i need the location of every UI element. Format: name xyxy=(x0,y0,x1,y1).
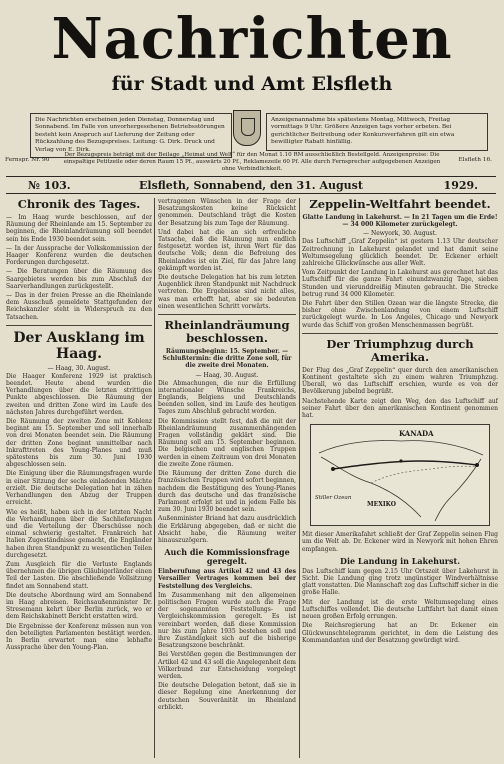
article-paragraph: Die Räumung der dritten Zone durch die französischen Truppen wird sofort beginnen, nachdem die Bestätigung des Young-Planes durch das deutsche und das französische Parlament erfolgt ist und in jedem Falle bis zum 30. Juni 1930 beendet sein. xyxy=(158,470,296,514)
article-headline: Zeppelin-Weltfahrt beendet. xyxy=(309,198,491,211)
article-headline: Der Ausklang im Haag. xyxy=(13,329,145,362)
article-paragraph: Bei Verstößen gegen die Bestimmungen der Artikel 42 und 43 soll die Angelegenheit dem Völkerbund zur Entscheidung vorgelegt werden. xyxy=(158,651,296,680)
issue-number: № 103. xyxy=(28,179,71,192)
article-headline: Der Triumphzug durch Amerika. xyxy=(326,336,474,364)
sheet-label: Elsfleth 16. xyxy=(458,157,492,163)
article-dateline: — Newyork, 30. August. xyxy=(363,230,437,238)
article-headline: Chronik des Tages. xyxy=(17,198,141,211)
map-label-mexico: MEXIKO xyxy=(367,501,396,509)
advertisement-info-box: Anzeigenannahme bis spätestens Montag, Mittwoch, Freitag vormittags 9 Uhr. Größere Anzeigen tags vorher erbeten. Bei gerichtlicher Beitreibung oder Konkursverfahren gilt ein etwa bewilligter Rabatt hinfällig. xyxy=(266,113,488,151)
article-paragraph: Die Reichsregierung hat an Dr. Eckener ein Glückwunschtelegramm gerichtet, in dem die Leistung des Kommandanten und der Besatzung gewürdigt wird. xyxy=(302,622,498,644)
article-paragraph: Und dabei hat die an sich erfreuliche Tatsache, daß die Räumung nun endlich festgesetzt worden ist, ihren Wert für das deutsche Volk; denn die Befreiung des Rheinlandes ist ein Ziel, für das Jahre lang gekämpft worden ist. xyxy=(158,228,296,272)
article-lead: Einberufung aus Artikel 42 und 43 des Versailler Vertrages kommen bei der Feststellung des Vergleichs. xyxy=(158,568,296,590)
article-paragraph: Die Ergebnisse der Konferenz müssen nun von den beteiligten Parlamenten bestätigt werden. In Berlin erwartet man eine lebhafte Aussprache über den Young-Plan. xyxy=(6,622,152,652)
column-left xyxy=(6,198,152,758)
newspaper-subtitle: für Stadt und Amt Elsfleth xyxy=(111,73,393,95)
map-drawing xyxy=(311,425,489,525)
column-divider xyxy=(154,198,155,758)
article-subheadline: Die Landung in Lakehurst. xyxy=(340,555,460,566)
zeppelin-route-map xyxy=(310,424,490,526)
article-paragraph: Das Luftschiff „Graf Zeppelin“ ist gestern 1.13 Uhr deutscher Zeitrechnung in Lakehurst gelandet und hat damit seine Weltumsegelung glücklich beendet. Dr. Eckener erhielt zahlreiche Glückwünsche aus aller Welt. xyxy=(302,238,498,268)
article-paragraph: — Die Beratungen über die Räumung des Saargebietes werden bis zum Abschluß der Saarverhandlungen zurückgestellt. xyxy=(6,268,152,290)
article-dateline: — Haag, 30. August. xyxy=(195,371,259,379)
article-paragraph: Der Flug des „Graf Zeppelin“ quer durch den amerikanischen Kontinent gestaltete sich zu einem wahren Triumphzug. Überall, wo das Luftschiff erschien, wurde es von der Bevölkerung jubelnd begrüßt. xyxy=(302,366,498,396)
article-headline: Rheinlandräumung beschlossen. xyxy=(164,318,290,346)
article-paragraph: Die Abmachungen, die nur die Erfüllung internationaler Wünsche Frankreichs, Englands, Belgiens und Deutschlands beenden sollen, sind im Laufe des heutigen Tages zum Abschluß gebracht worden. xyxy=(158,379,296,416)
article-paragraph: Mit der Landung ist die erste Weltumsegelung eines Luftschiffes vollendet. Die deutsche Luftfahrt hat damit einen neuen großen Erfolg errungen. xyxy=(302,598,498,621)
article-paragraph: — Das in der freien Presse an die Rheinlande dem Ausschuß gemeldete Stattgefunden der Reichskanzler steht in Widerspruch zu den Tatsachen. xyxy=(6,292,152,321)
article-paragraph: Mit dieser Amerikafahrt schließt der Graf Zeppelin seinen Flug um die Welt ab. Dr. Eckener wird in Newyork mit hohen Ehren empfangen. xyxy=(302,531,498,553)
article-paragraph: Wie es heißt, haben sich in der letzten Nacht die Verhandlungen über die Sachlieferungen und die Verteilung der Überschüsse noch einmal schwierig gestaltet. Frankreich hat Italien Zugeständnisse gemacht, die Engländer haben ihren Standpunkt zu wesentlichen Teilen durchgesetzt. xyxy=(6,508,152,559)
map-label-ocean: Stiller Ozean xyxy=(315,495,352,502)
column-right xyxy=(302,198,498,758)
map-label-kanada: KANADA xyxy=(399,429,434,439)
article-paragraph: — In der Aussprache der Volkskommission der Haager Konferenz wurden die deutschen Forderungen durchgesetzt. xyxy=(6,244,152,267)
article-paragraph: Die Fahrt über den Stillen Ozean war die längste Strecke, die bisher ohne Zwischenlandung von einem Luftschiff zurückgelegt wurde. In Los Angeles, Chicago und Newyork wurde das Schiff von großen Menschenmassen begrüßt. xyxy=(302,300,498,329)
article-paragraph: Im Zusammenhang mit den allgemeinen politischen Fragen wurde auch die Frage der sogenannten Feststellungs- und Vergleichskommission geregelt. Es ist vereinbart worden, daß diese Kommission nur bis zum Jahre 1935 bestehen soll und ihre Zuständigkeit sich auf die bisherige Besatzungszone beschränkt. xyxy=(158,591,296,650)
column-middle xyxy=(158,198,296,758)
article-separator xyxy=(302,333,498,334)
article-paragraph: vertragenen Wünschen in der Frage der Besatzungskosten keine Rücksicht genommen. Deutschland trägt die Kosten der Besatzung bis zum Tage der Räumung. xyxy=(158,198,296,227)
article-paragraph: Die deutsche Delegation hat bis zum letzten Augenblick ihren Standpunkt mit Nachdruck vertreten. Die Ergebnisse sind nicht alles, was man erhofft hat, aber sie bedeuten einen wesentlichen Schritt vorwärts. xyxy=(158,274,296,310)
article-paragraph: Die Haager Konferenz 1929 ist praktisch beendet. Heute abend wurden die Verhandlungen über die letzten strittigen Punkte abgeschlossen. Die Räumung der zweiten und dritten Zone wird im Laufe des nächsten Jahres durchgeführt werden. xyxy=(6,372,152,416)
publication-info-box: Die Nachrichten erscheinen jeden Dienstag, Donnerstag und Sonnabend. Im Falle von unvorhergesehenen Betriebsstörungen besteht kein Anspruch auf Lieferung der Zeitung oder Rückzahlung des Bezugspreises. Leitung: G. Dirk. Druck und Verlag von E. Dirk. xyxy=(30,113,232,158)
article-subheadline: Auch die Kommissionsfrage geregelt. xyxy=(164,547,290,567)
article-lead: Glatte Landung in Lakehurst. — In 21 Tagen um die Erde! — 34 000 Kilometer zurückgelegt. xyxy=(302,214,498,229)
price-line: Der Bezugspreis beträgt mit der Beilage „Heimat und Welt“ für den Monat 1.10 RM ausschließlich Bestellgeld. Anzeigenpreise: Die einspaltige Petitzeile oder deren Raum 15 Pf., auswärts 20 Pf., Reklamezeile 60 Pf. Alle durch Fernsprecher aufgegebenen Anzeigen ohne Verbindlichkeit. xyxy=(63,152,441,172)
article-dateline: — Haag, 30. August. xyxy=(47,364,111,372)
article-paragraph: Nachstehende Karte zeigt den Weg, den das Luftschiff auf seiner Fahrt über den amerikanischen Kontinent genommen hat. xyxy=(302,397,498,420)
issue-year: 1929. xyxy=(443,179,478,192)
phone-number-label: Fernspr. Nr. 90 xyxy=(5,157,50,163)
newspaper-title: Nachrichten xyxy=(51,6,453,72)
article-paragraph: Die Einigung über die Räumungsfragen wurde in einer Sitzung der sechs einladenden Mächte erzielt. Die deutsche Delegation hat in zähen Verhandlungen den Abzug der Truppen erreicht. xyxy=(6,470,152,507)
article-paragraph: Außenminister Briand hat dazu ausdrücklich die Erklärung abgegeben, daß er nicht die Absicht habe, die Räumung weiter hinauszuzögern. xyxy=(158,515,296,544)
article-separator xyxy=(6,325,152,326)
article-paragraph: Die Kommission stellt fest, daß die mit der Rheinlandräumung zusammenhängenden Fragen vollständig geklärt sind. Die Räumung soll am 15. September beginnen. Die belgischen und englischen Truppen werden in einem Zeitraum von drei Monaten die zweite Zone räumen. xyxy=(158,417,296,468)
article-paragraph: Vom Zeitpunkt der Landung in Lakehurst aus gerechnet hat das Luftschiff für die ganze Fahrt einundzwanzig Tage, sieben Stunden und vierunddreißig Minuten gebraucht. Die Strecke betrug rund 34 000 Kilometer. xyxy=(302,269,498,298)
issue-date: Elsfleth, Sonnabend, den 31. August xyxy=(139,179,363,192)
article-paragraph: — Im Haag wurde beschlossen, auf der Räumung der Rheinlande am 15. September zu beginnen, die Rheinlandräumung soll beendet sein bis Ende 1930 beendet sein. xyxy=(6,214,152,243)
issue-dateline xyxy=(6,176,496,194)
article-lead: Räumungsbeginn: 15. September. — Schlußtermin: die dritte Zone soll, für die zweite drei Monaten. xyxy=(162,348,292,370)
article-paragraph: Das Luftschiff kam gegen 2.15 Uhr Ortszeit über Lakehurst in Sicht. Die Landung ging trotz ungünstiger Windverhältnisse glatt vonstatten. Die Mannschaft zog das Luftschiff sicher in die große Halle. xyxy=(302,567,498,597)
article-separator xyxy=(158,314,296,315)
article-paragraph: Die deutsche Delegation betont, daß sie in dieser Regelung eine Anerkennung der deutschen Souveränität im Rheinland erblickt. xyxy=(158,682,296,711)
masthead xyxy=(0,0,504,112)
column-divider xyxy=(299,198,300,758)
article-paragraph: Die deutsche Abordnung wird am Sonnabend im Haag abreisen. Reichsaußenminister Dr. Stresemann kehrt über Berlin zurück, wo er dem Reichskabinett Bericht erstatten wird. xyxy=(6,591,152,621)
article-paragraph: Die Räumung der zweiten Zone mit Koblenz beginnt am 15. September und soll innerhalb von drei Monaten beendet sein. Die Räumung der dritten Zone beginnt unmittelbar nach Inkrafttreten des Young-Planes und muß spätestens bis zum 30. Juni 1930 abgeschlossen sein. xyxy=(6,418,152,469)
article-paragraph: Zum Ausgleich für die Verluste Englands übernehmen die übrigen Gläubigerländer einen Teil der Lasten. Die abschließende Vollsitzung findet am Sonnabend statt. xyxy=(6,560,152,590)
coat-of-arms-icon xyxy=(233,110,261,146)
